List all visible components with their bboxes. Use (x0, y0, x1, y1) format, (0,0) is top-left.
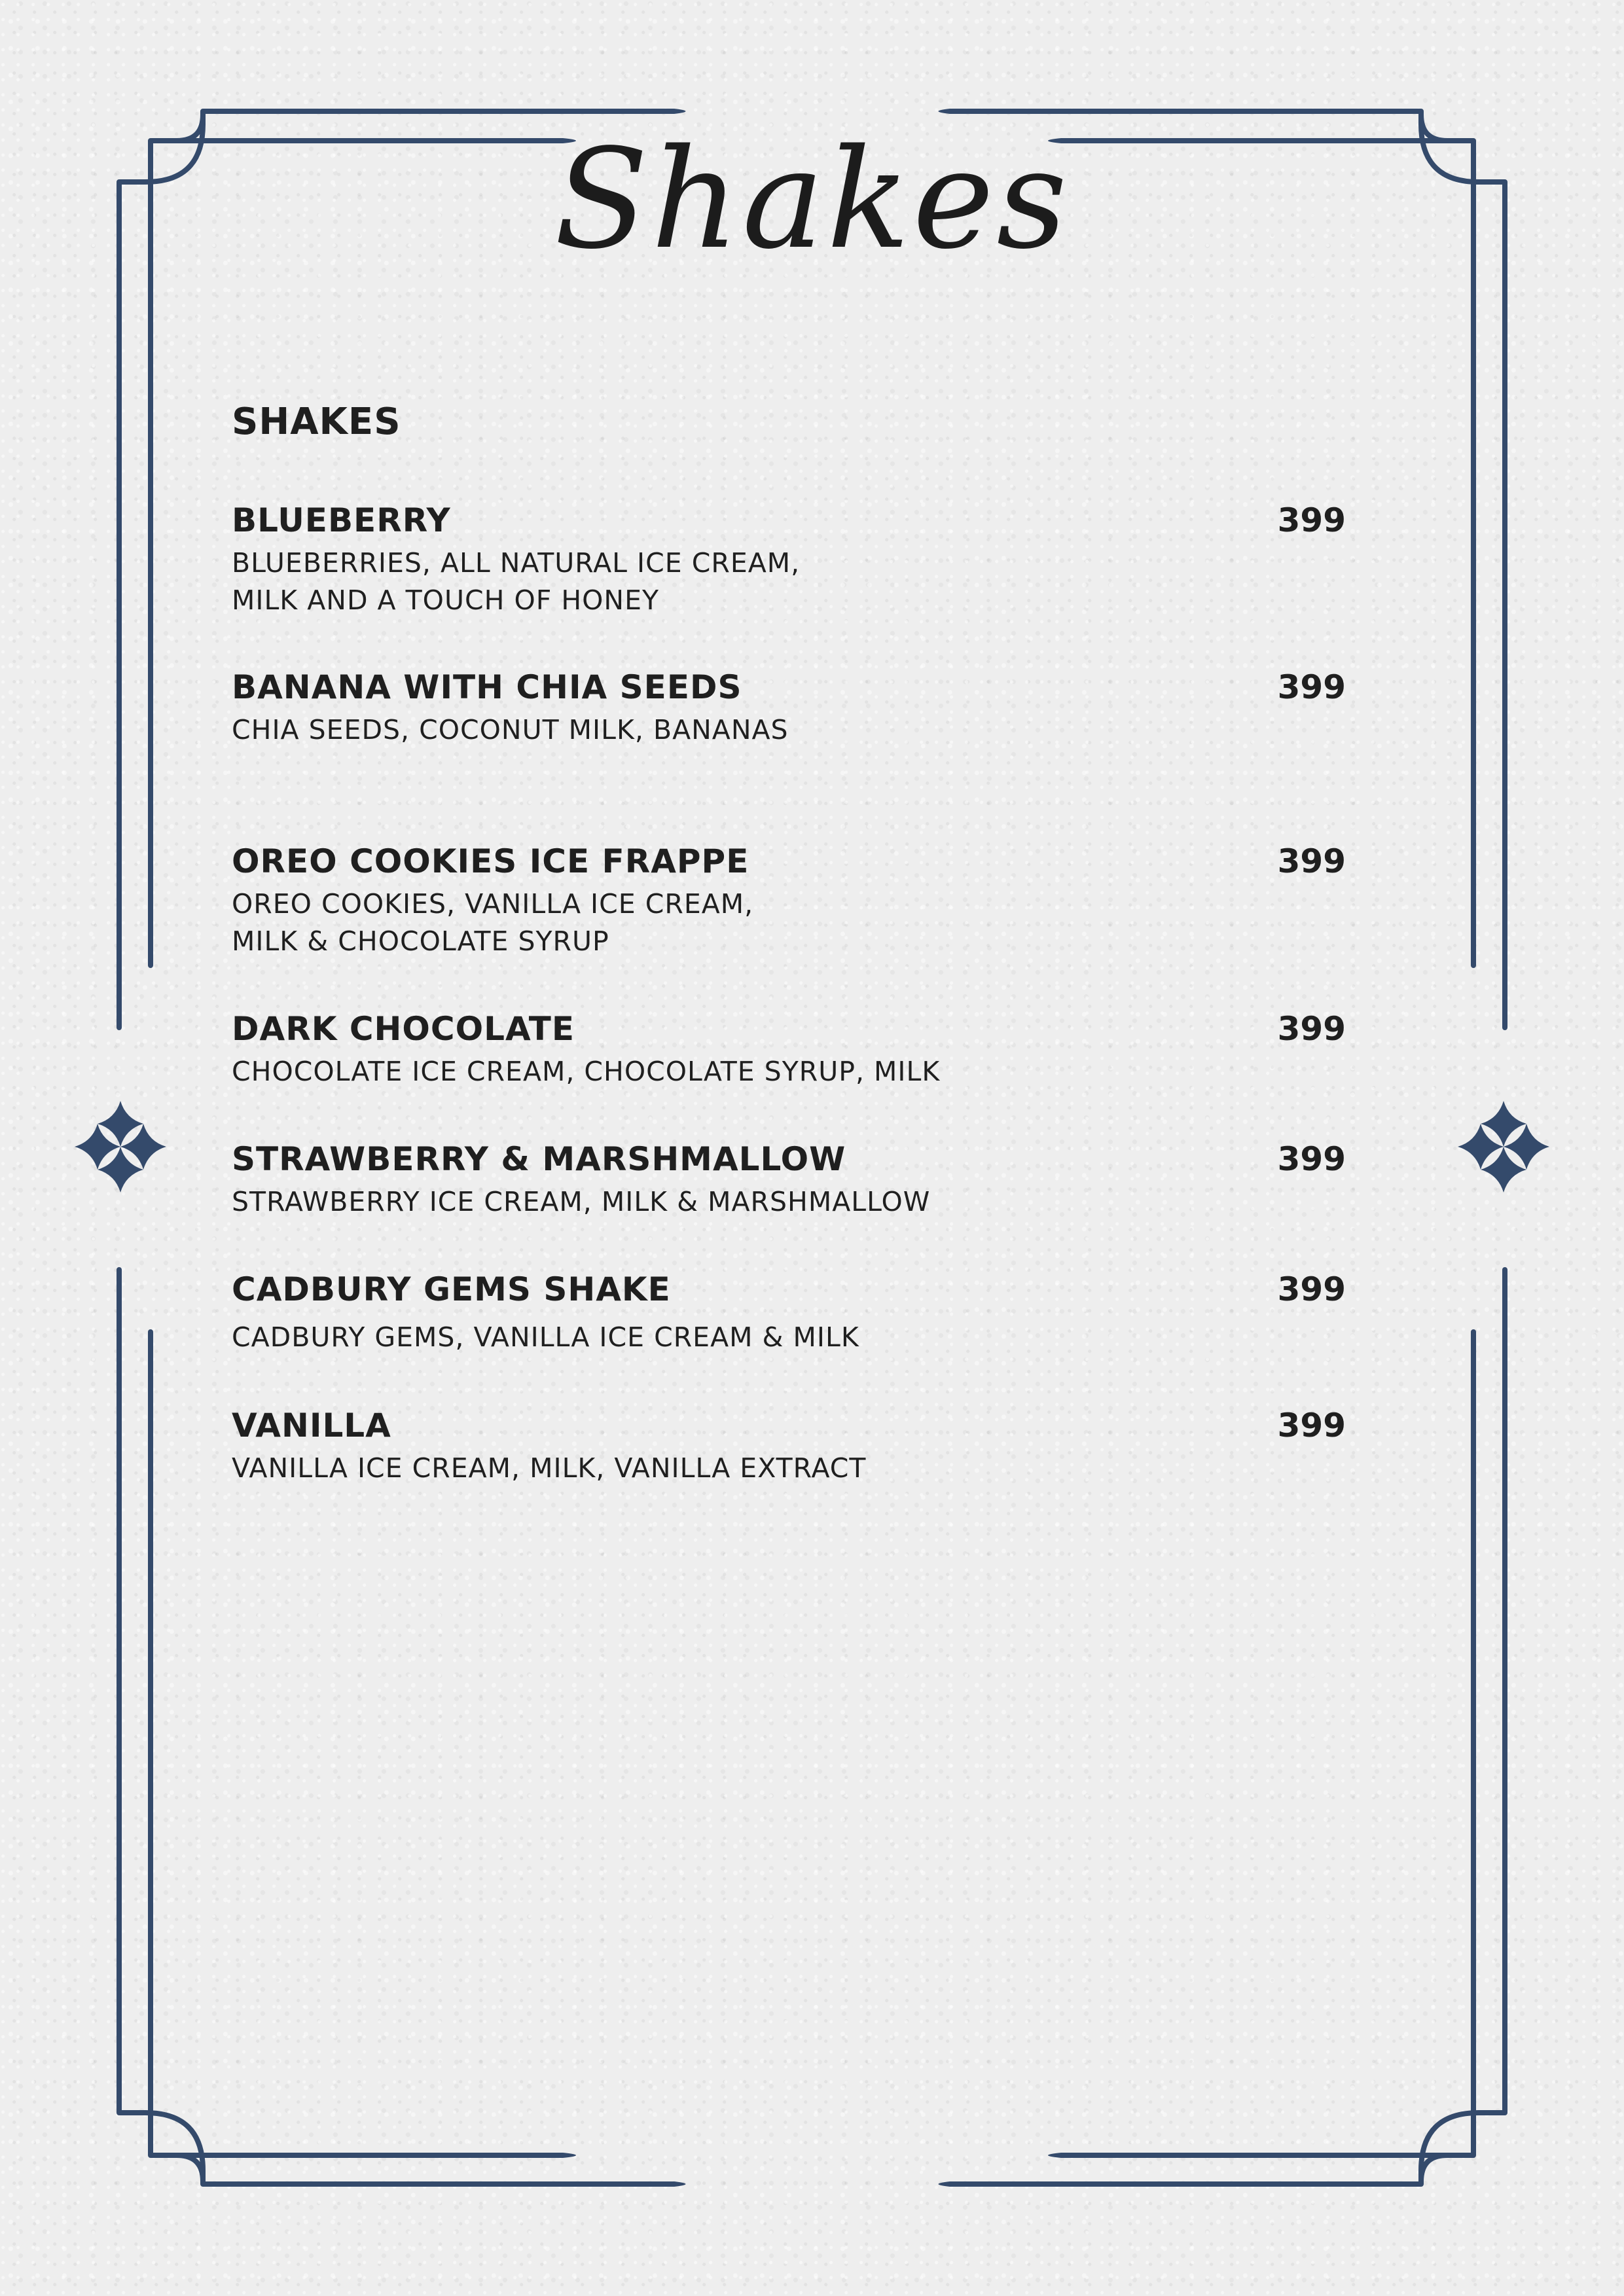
item-name: OREO COOKIES ICE FRAPPE (232, 842, 749, 880)
item-description-line: MILK AND A TOUCH OF HONEY (232, 584, 660, 616)
item-price: 399 (1277, 1140, 1346, 1178)
section-heading: SHAKES (232, 401, 401, 443)
left-ornament-icon (75, 1101, 166, 1193)
menu-item-banana-with-chia-seeds (232, 664, 1346, 749)
item-name: BANANA WITH CHIA SEEDS (232, 668, 742, 706)
item-price: 399 (1277, 1270, 1346, 1308)
menu-item-strawberry-marshmallow (232, 1136, 1346, 1221)
item-description-line: CADBURY GEMS, VANILLA ICE CREAM & MILK (232, 1321, 859, 1353)
menu-title: Shakes (554, 119, 1070, 279)
item-description-line: VANILLA ICE CREAM, MILK, VANILLA EXTRACT (232, 1452, 867, 1484)
item-name: VANILLA (232, 1407, 391, 1444)
menu-item-dark-chocolate (232, 1006, 1346, 1090)
item-description (232, 1183, 1346, 1221)
item-description-line: BLUEBERRIES, ALL NATURAL ICE CREAM, (232, 547, 801, 579)
item-name: STRAWBERRY & MARSHMALLOW (232, 1140, 846, 1178)
item-description (232, 1053, 1346, 1090)
item-price: 399 (1277, 1407, 1346, 1444)
item-price: 399 (1277, 501, 1346, 539)
item-description (232, 711, 1346, 749)
item-name: CADBURY GEMS SHAKE (232, 1270, 671, 1308)
item-description (232, 545, 1346, 619)
item-description (232, 1450, 1346, 1487)
item-price: 399 (1277, 842, 1346, 880)
item-name: BLUEBERRY (232, 501, 451, 539)
item-price: 399 (1277, 1010, 1346, 1048)
item-description-line: CHIA SEEDS, COCONUT MILK, BANANAS (232, 714, 789, 745)
menu-item-cadbury-gems-shake (232, 1266, 1346, 1356)
item-description-line: STRAWBERRY ICE CREAM, MILK & MARSHMALLOW (232, 1186, 931, 1217)
menu-item-vanilla (232, 1403, 1346, 1487)
item-description (232, 1319, 1346, 1356)
right-ornament-icon (1458, 1101, 1549, 1193)
item-description-line: MILK & CHOCOLATE SYRUP (232, 925, 609, 957)
item-description-line: CHOCOLATE ICE CREAM, CHOCOLATE SYRUP, MILK (232, 1056, 941, 1087)
item-price: 399 (1277, 668, 1346, 706)
item-description (232, 886, 1346, 960)
item-name: DARK CHOCOLATE (232, 1010, 575, 1048)
item-description-line: OREO COOKIES, VANILLA ICE CREAM, (232, 888, 754, 920)
menu-item-oreo-cookies-ice-frappe (232, 838, 1346, 960)
menu-item-blueberry (232, 497, 1346, 619)
